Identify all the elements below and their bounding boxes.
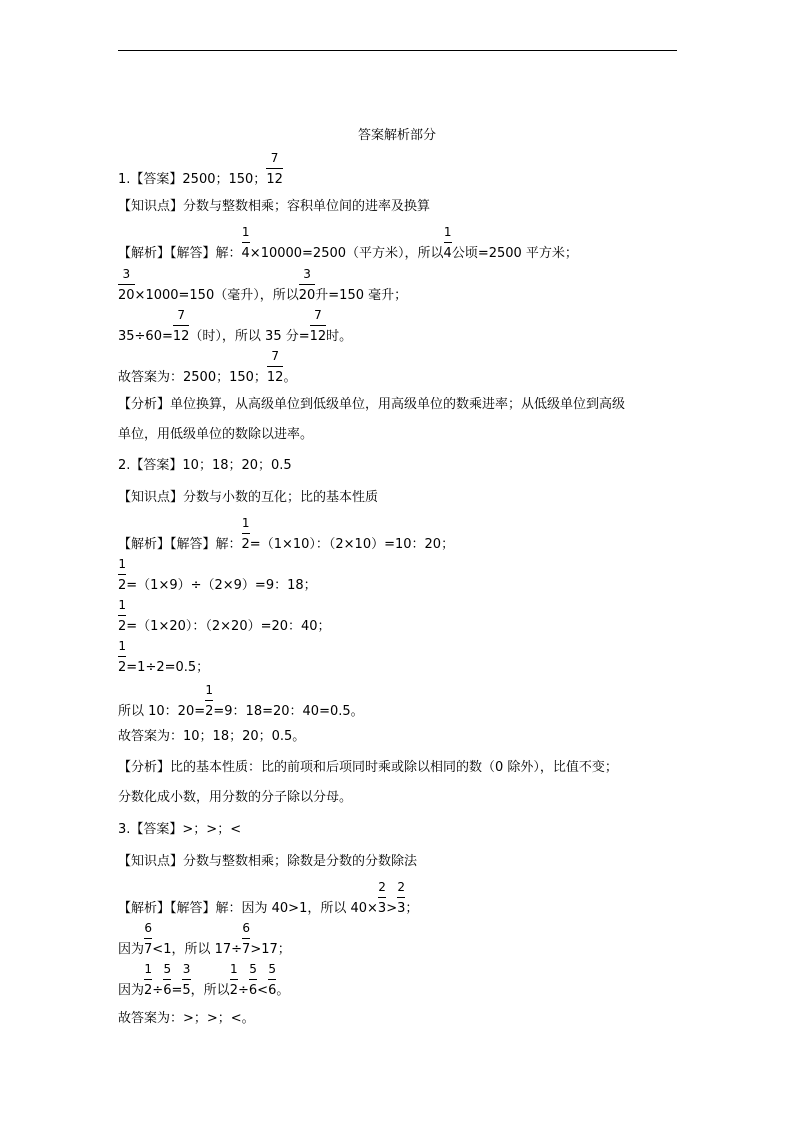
q1-solution-line2 — [118, 267, 408, 304]
text: 35÷60= — [118, 329, 173, 344]
fraction — [266, 349, 284, 386]
text: 所以 10：20= — [118, 704, 206, 719]
text: =（1×10）：（2×10）=10：20； — [249, 537, 455, 552]
header-rule — [118, 50, 677, 51]
text: 【解析】【解答】解： — [118, 246, 242, 261]
denominator: 6 — [248, 983, 258, 998]
text: = — [171, 983, 183, 998]
text: =9：18=20：40=0.5。 — [213, 704, 364, 719]
text: 时。 — [326, 329, 353, 344]
numerator: 6 — [242, 921, 250, 935]
fraction — [118, 267, 135, 304]
q1-answer-text: 1.【答案】2500；150； — [118, 172, 267, 187]
numerator: 3 — [182, 962, 191, 976]
numerator: 5 — [249, 962, 257, 976]
denominator: 2 — [144, 983, 153, 998]
text: <1，所以 17÷ — [152, 942, 243, 957]
text: >17； — [250, 942, 291, 957]
denominator: 20 — [118, 288, 135, 303]
numerator: 1 — [118, 639, 126, 653]
text: < — [257, 983, 269, 998]
fraction — [118, 639, 127, 676]
numerator: 1 — [241, 225, 250, 239]
fraction — [182, 962, 191, 999]
fraction — [144, 921, 153, 958]
denominator: 7 — [242, 942, 251, 957]
fraction — [266, 151, 283, 188]
text: 因为 — [118, 983, 145, 998]
numerator: 1 — [118, 598, 126, 612]
q1-solution-line1 — [118, 225, 578, 262]
text: ×1000=150（毫升），所以 — [134, 288, 299, 303]
numerator: 5 — [163, 962, 172, 976]
text: ÷ — [152, 983, 164, 998]
numerator: 1 — [118, 557, 126, 571]
denominator: 12 — [266, 172, 283, 187]
fraction — [118, 598, 127, 635]
fraction — [118, 557, 127, 594]
numerator: 7 — [271, 349, 279, 363]
q1-analysis-line2: 单位，用低级单位的数除以进率。 — [118, 427, 314, 442]
q3-answer: 3.【答案】>；>；< — [118, 822, 242, 837]
denominator: 4 — [241, 246, 250, 261]
numerator: 5 — [268, 962, 277, 976]
text: 升=150 毫升； — [315, 288, 408, 303]
q2-solution-line6: 故答案为：10；18；20；0.5。 — [118, 729, 306, 744]
q2-solution-line4 — [118, 639, 210, 676]
denominator: 2 — [118, 660, 127, 675]
q2-knowledge: 【知识点】分数与小数的互化；比的基本性质 — [118, 490, 379, 505]
text: ×10000=2500（平方米），所以 — [249, 246, 444, 261]
denominator: 2 — [241, 537, 250, 552]
denominator: 2 — [118, 619, 127, 634]
text: 因为 — [118, 942, 145, 957]
q3-solution-line2 — [118, 921, 291, 958]
denominator: 6 — [163, 983, 172, 998]
denominator: 3 — [397, 901, 406, 916]
q2-solution-line5 — [118, 683, 364, 720]
q3-solution-line1 — [118, 880, 419, 917]
denominator: 20 — [298, 288, 316, 303]
denominator: 5 — [182, 983, 191, 998]
numerator: 1 — [241, 516, 250, 530]
q2-analysis-line2: 分数化成小数，用分数的分子除以分母。 — [118, 790, 353, 805]
denominator: 2 — [205, 704, 214, 719]
denominator: 4 — [443, 246, 452, 261]
text: 。 — [283, 370, 297, 385]
text: 【解析】【解答】解：因为 40>1，所以 40× — [118, 901, 378, 916]
fraction — [229, 962, 238, 999]
q1-answer — [118, 151, 283, 188]
fraction — [397, 880, 406, 917]
numerator: 6 — [144, 921, 152, 935]
text: 公顷=2500 平方米； — [451, 246, 578, 261]
fraction — [163, 962, 172, 999]
denominator: 2 — [118, 578, 127, 593]
q2-analysis-line1: 【分析】比的基本性质：比的前项和后项同时乘或除以相同的数（0 除外），比值不变； — [118, 760, 618, 775]
denominator: 3 — [377, 901, 387, 916]
denominator: 12 — [172, 329, 190, 344]
fraction — [241, 225, 250, 262]
page-title: 答案解析部分 — [357, 128, 436, 143]
text: 。 — [276, 983, 290, 998]
text: =（1×9）÷（2×9）=9：18； — [126, 578, 317, 593]
q3-knowledge: 【知识点】分数与整数相乘；除数是分数的分数除法 — [118, 854, 418, 869]
numerator: 7 — [270, 151, 279, 165]
numerator: 3 — [122, 267, 131, 281]
q1-solution-line4 — [118, 349, 297, 386]
q3-solution-line3 — [118, 962, 290, 999]
denominator: 12 — [266, 370, 284, 385]
text: 【解析】【解答】解： — [118, 537, 242, 552]
q3-solution-line4: 故答案为：>；>；<。 — [118, 1011, 255, 1026]
numerator: 7 — [314, 308, 322, 322]
denominator: 2 — [229, 983, 238, 998]
denominator: 7 — [144, 942, 153, 957]
denominator: 12 — [309, 329, 327, 344]
text: ÷ — [237, 983, 249, 998]
numerator: 2 — [378, 880, 386, 894]
numerator: 3 — [303, 267, 311, 281]
q2-solution-line1 — [118, 516, 455, 553]
fraction — [443, 225, 452, 262]
fraction — [205, 683, 214, 720]
fraction — [298, 267, 316, 304]
fraction — [144, 962, 153, 999]
text: =（1×20）：（2×20）=20：40； — [126, 619, 331, 634]
q1-solution-line3 — [118, 308, 353, 345]
q2-solution-line2 — [118, 557, 317, 594]
numerator: 1 — [443, 225, 452, 239]
fraction — [268, 962, 277, 999]
q1-knowledge: 【知识点】分数与整数相乘；容积单位间的进率及换算 — [118, 199, 431, 214]
q1-analysis-line1: 【分析】单位换算，从高级单位到低级单位，用高级单位的数乘进率；从低级单位到高级 — [118, 397, 626, 412]
numerator: 1 — [205, 683, 214, 697]
fraction — [377, 880, 387, 917]
fraction — [242, 921, 251, 958]
fraction — [309, 308, 327, 345]
text: （时），所以 35 分= — [189, 329, 310, 344]
numerator: 7 — [177, 308, 185, 322]
numerator: 2 — [397, 880, 406, 894]
numerator: 1 — [230, 962, 238, 976]
denominator: 6 — [268, 983, 277, 998]
text: ，所以 — [190, 983, 230, 998]
q2-solution-line3 — [118, 598, 331, 635]
text: =1÷2=0.5； — [126, 660, 210, 675]
fraction — [241, 516, 250, 553]
numerator: 1 — [144, 962, 152, 976]
text: > — [386, 901, 398, 916]
text: ； — [405, 901, 419, 916]
q2-answer: 2.【答案】10；18；20；0.5 — [118, 458, 292, 473]
text: 故答案为：2500；150； — [118, 370, 267, 385]
fraction — [172, 308, 190, 345]
fraction — [248, 962, 258, 999]
